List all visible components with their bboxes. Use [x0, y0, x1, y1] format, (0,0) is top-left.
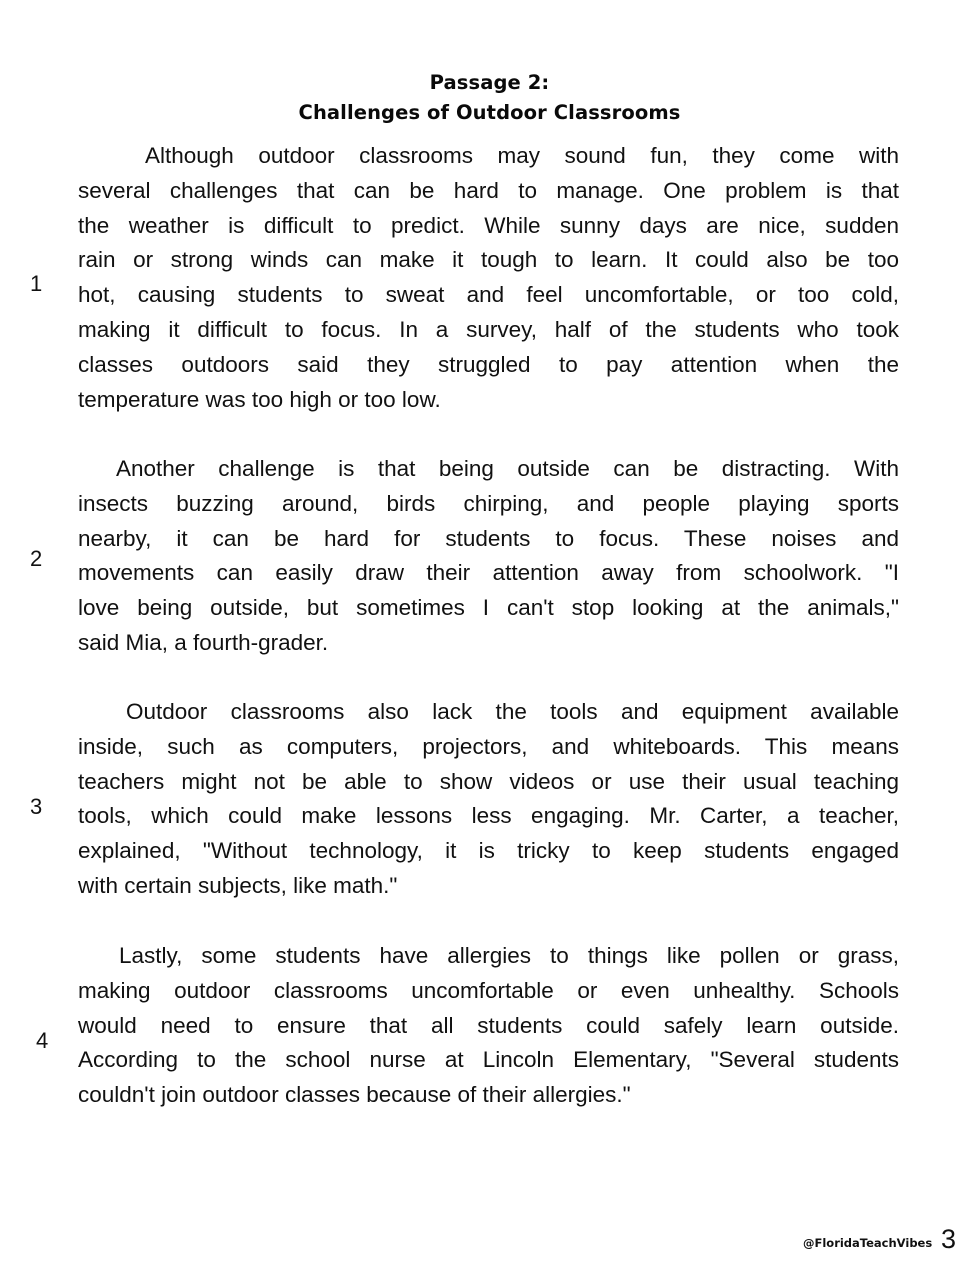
paragraph-line: explained, "Without technology, it is tricky to keep students engaged	[78, 838, 899, 864]
paragraph-line: hot, causing students to sweat and feel uncomfortable, or too cold,	[78, 282, 899, 308]
passage-title	[0, 68, 979, 128]
paragraph-line: Although outdoor classrooms may sound fun, they come with	[145, 143, 899, 168]
paragraph-line: classes outdoors said they struggled to pay attention when the	[78, 351, 899, 377]
paragraph-line: temperature was too high or too low.	[78, 386, 441, 412]
paragraph-2	[78, 452, 899, 661]
paragraph-line: would need to ensure that all students could safely learn outside.	[78, 1012, 899, 1038]
paragraph-number-1: 1	[30, 271, 43, 296]
author-handle: @FloridaTeachVibes	[803, 1236, 933, 1250]
paragraph-line: love being outside, but sometimes I can't stop looking at the animals,"	[78, 595, 899, 621]
paragraph-number-3: 3	[30, 794, 43, 819]
paragraph-line: said Mia, a fourth-grader.	[78, 629, 329, 655]
paragraph-line: making it difficult to focus. In a survey, half of the students who took	[78, 316, 899, 342]
paragraph-line: rain or strong winds can make it tough to learn. It could also be too	[78, 247, 899, 273]
paragraph-line: tools, which could make lessons less engaging. Mr. Carter, a teacher,	[78, 803, 899, 829]
paragraph-line: several challenges that can be hard to manage. One problem is that	[78, 177, 899, 203]
paragraph-line: with certain subjects, like math."	[78, 872, 398, 898]
paragraph-line: making outdoor classrooms uncomfortable or even unhealthy. Schools	[78, 977, 899, 1003]
paragraph-number-4: 4	[36, 1028, 49, 1053]
passage-label: Passage 2:	[429, 71, 550, 94]
paragraph-line: Another challenge is that being outside can be distracting. With	[116, 456, 899, 481]
paragraph-line: insects buzzing around, birds chirping, and people playing sports	[78, 490, 899, 516]
paragraph-line: nearby, it can be hard for students to focus. These noises and	[78, 525, 899, 551]
paragraph-line: According to the school nurse at Lincoln Elementary, "Several students	[78, 1047, 899, 1073]
paragraph-line: Outdoor classrooms also lack the tools and equipment available	[126, 699, 899, 724]
paragraph-3	[78, 695, 899, 904]
paragraph-line: Lastly, some students have allergies to things like pollen or grass,	[119, 943, 899, 968]
paragraph-line: teachers might not be able to show videos or use their usual teaching	[78, 768, 899, 794]
paragraph-line: the weather is difficult to predict. While sunny days are nice, sudden	[78, 212, 899, 238]
paragraph-line: movements can easily draw their attention away from schoolwork. "I	[78, 560, 899, 586]
paragraph-line: couldn't join outdoor classes because of their allergies."	[78, 1082, 631, 1108]
paragraph-number-2: 2	[30, 546, 43, 571]
paragraph-1	[78, 139, 899, 417]
paragraph-4	[78, 939, 899, 1113]
paragraph-line: inside, such as computers, projectors, and whiteboards. This means	[78, 733, 899, 759]
passage-heading: Challenges of Outdoor Classrooms	[298, 101, 681, 124]
page-number: 3	[941, 1224, 957, 1254]
